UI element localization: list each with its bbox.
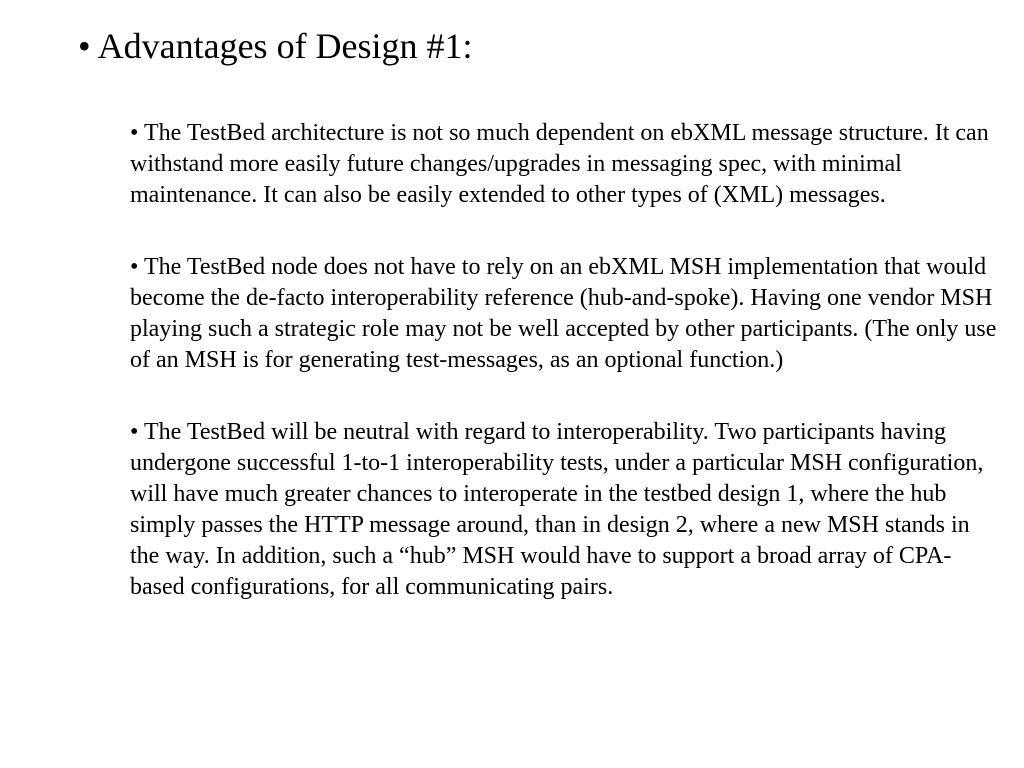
bullet-list [130,118,1000,603]
bullet-item-msh-reliance: • The TestBed node does not have to rely on an ebXML MSH implementation that would become the de-facto interoperability reference (hub-and-spoke). Having one vendor MSH playing such a strategic role may not be well accepted by other participants. (The only use of an MSH is for generating test-messages, as an optional function.) [130,254,997,373]
bullet-item-neutrality: • The TestBed will be neutral with regard to interoperability. Two participants having undergone successful 1-to-1 interoperability tests, under a particular MSH configuration, will have much greater chances to interoperate in the testbed design 1, where the hub simply passes the HTTP message around, than in design 2, where a new MSH stands in the way. In addition, such a “hub” MSH would have to support a broad array of CPA-based configurations, for all communicating pairs. [130,419,984,600]
slide-heading: • Advantages of Design #1: [78,26,473,66]
bullet-item-architecture: • The TestBed architecture is not so much dependent on ebXML message structure. It can withstand more easily future changes/upgrades in messaging spec, with minimal maintenance. It can also be easily extended to other types of (XML) messages. [130,120,989,208]
